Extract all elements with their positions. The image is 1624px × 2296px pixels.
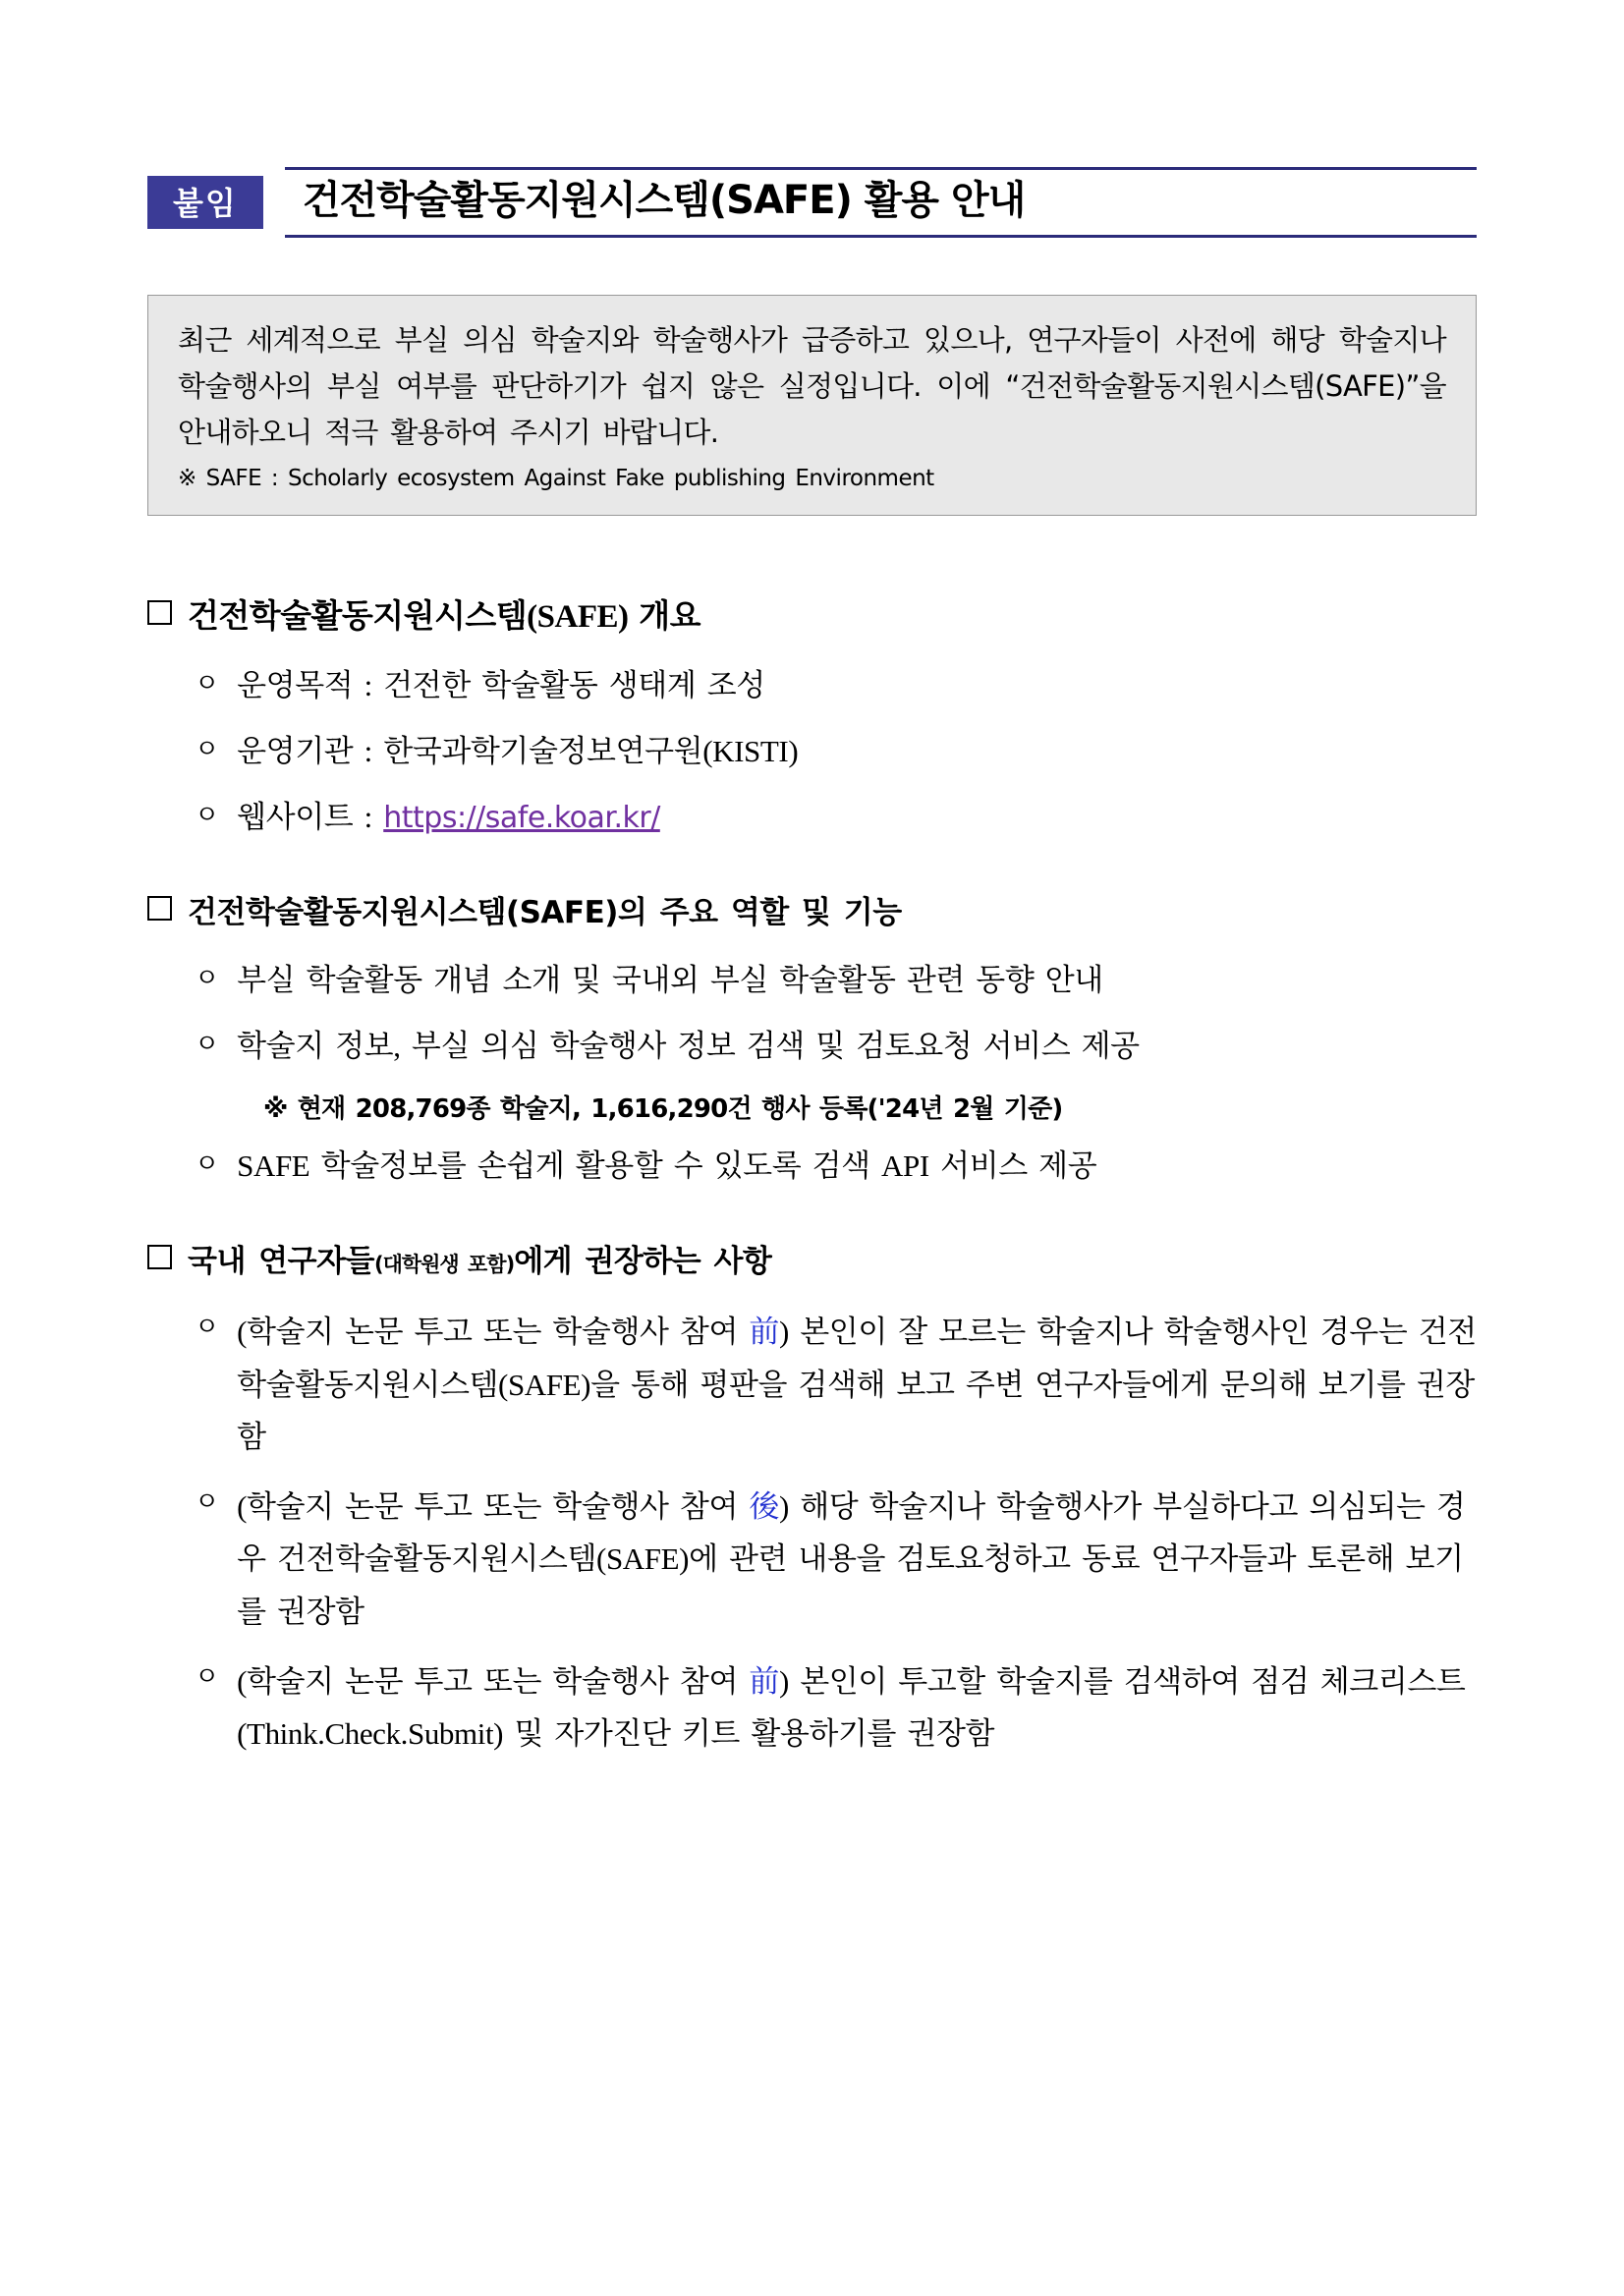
document-title-row: [147, 167, 1477, 238]
list-item: [195, 662, 1477, 710]
section-heading: [147, 590, 1477, 637]
recommendation-pre: (학술지 논문 투고 또는 학술행사 참여: [237, 1489, 750, 1525]
list-item-text: [237, 794, 1477, 842]
square-bullet-icon: [147, 600, 172, 625]
section-title-tail: 에게 권장하는 사항: [514, 1244, 772, 1280]
section-title: [188, 1236, 771, 1280]
circle-bullet-icon: ㅇ: [195, 801, 220, 830]
attachment-badge: 붙임: [147, 176, 263, 229]
recommendation-pre: (학술지 논문 투고 또는 학술행사 참여: [237, 1315, 750, 1350]
circle-bullet-icon: ㅇ: [195, 669, 220, 699]
intro-callout-box: [147, 295, 1477, 516]
list-item-text: [237, 1306, 1477, 1463]
emphasis-before: 前: [749, 1664, 779, 1700]
section-title-main: 국내 연구자들: [188, 1244, 374, 1280]
safe-website-link[interactable]: https://safe.koar.kr/: [383, 801, 660, 836]
circle-bullet-icon: ㅇ: [195, 735, 220, 764]
section-recommendations: [147, 1236, 1477, 1761]
circle-bullet-icon: ㅇ: [195, 1313, 220, 1342]
list-item-text: 운영기관 : 한국과학기술정보연구원(KISTI): [237, 734, 799, 769]
page-title: 건전학술활동지원시스템(SAFE) 활용 안내: [302, 178, 1026, 223]
list-item-text: [237, 1481, 1477, 1638]
list-item: [195, 728, 1477, 776]
list-item: [195, 1655, 1477, 1761]
circle-bullet-icon: ㅇ: [195, 1487, 220, 1517]
list-item: [195, 1306, 1477, 1463]
section-roles-functions: [147, 887, 1477, 1191]
section-title: 건전학술활동지원시스템(SAFE) 개요: [188, 599, 700, 636]
section-title-small: (대학원생 포함): [373, 1253, 515, 1277]
section-heading: [147, 887, 1477, 931]
emphasis-before: 前: [749, 1315, 779, 1350]
recommendation-post: ) 본인이 잘 모르는 학술지나 학술행사인 경우는 건전학술활동지원시스템(SAFE)을 통해 평판을 검색해 보고 주변 연구자들에게 문의해 보기를 권장함: [237, 1315, 1477, 1454]
emphasis-after: 後: [749, 1489, 779, 1525]
circle-bullet-icon: ㅇ: [195, 1149, 220, 1179]
intro-paragraph: 최근 세계적으로 부실 의심 학술지와 학술행사가 급증하고 있으나, 연구자들이 사전에 해당 학술지나 학술행사의 부실 여부를 판단하기가 쉽지 않은 실정입니다. 이에 “건전학술활동지원시스템(SAFE)”을 안내하오니 적극 활용하여 주시기 바랍니다.: [178, 323, 1446, 449]
list-item-text: 부실 학술활동 개념 소개 및 국내외 부실 학술활동 관련 동향 안내: [237, 963, 1103, 998]
square-bullet-icon: [147, 896, 172, 921]
list-item: [195, 1481, 1477, 1638]
section-heading: [147, 1236, 1477, 1280]
circle-bullet-icon: ㅇ: [195, 1030, 220, 1059]
list-item: [195, 1023, 1477, 1071]
title-block: [285, 167, 1477, 238]
list-item-text: SAFE 학술정보를 손쉽게 활용할 수 있도록 검색 API 서비스 제공: [237, 1148, 1097, 1184]
intro-footnote: ※ SAFE : Scholarly ecosystem Against Fake publishing Environment: [178, 465, 934, 491]
recommendation-post: ) 해당 학술지나 학술행사가 부실하다고 의심되는 경우 건전학술활동지원시스템(SAFE)에 관련 내용을 검토요청하고 동료 연구자들과 토론해 보기를 권장함: [237, 1489, 1466, 1629]
circle-bullet-icon: ㅇ: [195, 1662, 220, 1692]
list-item-text: 학술지 정보, 부실 의심 학술행사 정보 검색 및 검토요청 서비스 제공: [237, 1029, 1140, 1064]
website-label: 웹사이트 :: [237, 800, 384, 835]
recommendation-post: ) 본인이 투고할 학술지를 검색하여 점검 체크리스트(Think.Check.Submit) 및 자가진단 키트 활용하기를 권장함: [237, 1664, 1466, 1752]
list-item-text: [237, 1655, 1477, 1761]
list-item: [195, 957, 1477, 1005]
circle-bullet-icon: ㅇ: [195, 964, 220, 993]
recommendation-pre: (학술지 논문 투고 또는 학술행사 참여: [237, 1664, 750, 1700]
list-item: [195, 1143, 1477, 1191]
list-item-text: 운영목적 : 건전한 학술활동 생태계 조성: [237, 668, 765, 703]
square-bullet-icon: [147, 1245, 172, 1269]
section-overview: [147, 590, 1477, 842]
section-title: 건전학술활동지원시스템(SAFE)의 주요 역할 및 기능: [188, 895, 902, 931]
list-item-website: [195, 794, 1477, 842]
statistics-note: ※ 현재 208,769종 학술지, 1,616,290건 행사 등록('24년 2월 기준): [263, 1094, 1063, 1125]
